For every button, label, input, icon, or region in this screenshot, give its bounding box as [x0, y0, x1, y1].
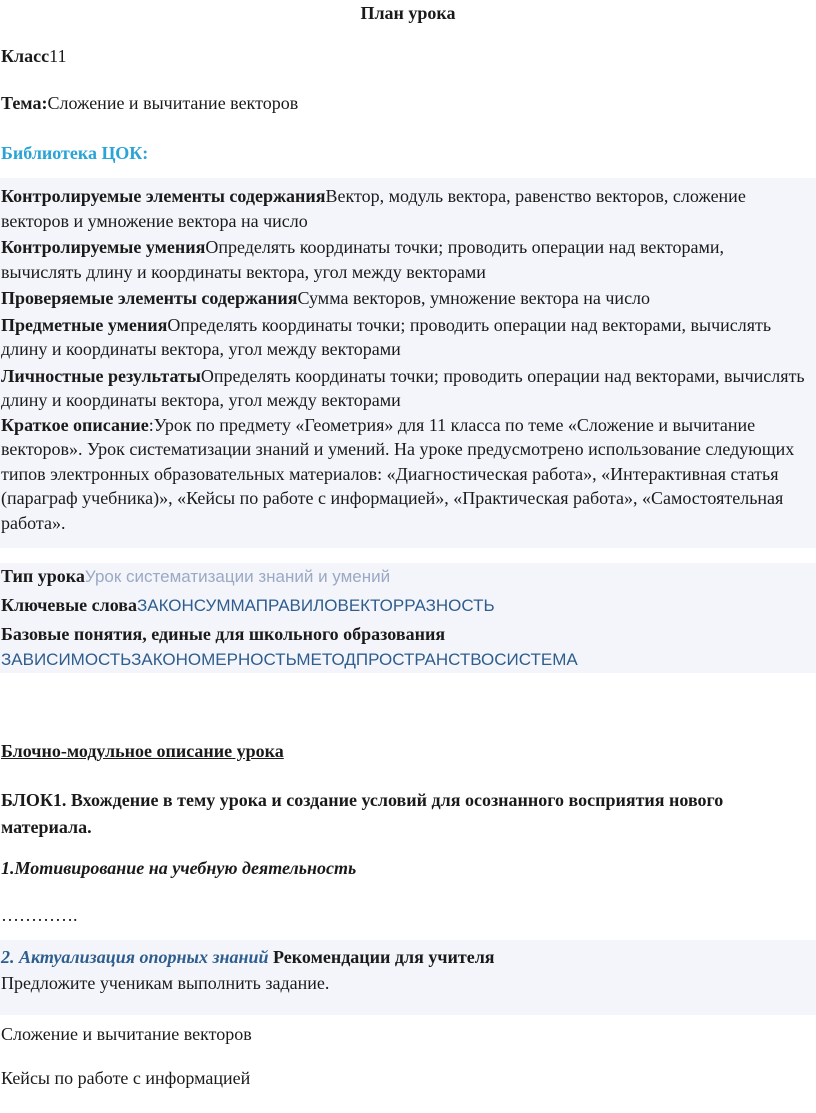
library-heading: Библиотека ЦОК: [1, 143, 149, 163]
item-short-description [1, 413, 807, 536]
resource-link-vectors[interactable]: Сложение и вычитание векторов [1, 1024, 252, 1044]
step1-heading: 1.Мотивирование на учебную деятельность [1, 858, 357, 878]
item-value: Определять координаты точки; проводить операции над векторами, вычислять длину и координаты вектора, угол между векторами [1, 365, 805, 410]
keywords-line [1, 595, 495, 616]
class-label: Класс [1, 46, 50, 66]
keywords-label: Ключевые слова [1, 595, 137, 615]
item-label: Предметные умения [1, 314, 168, 335]
class-line [1, 46, 66, 67]
topic-value: Сложение и вычитание векторов [47, 93, 299, 113]
item-controlled-skills [1, 235, 807, 284]
class-value: 11 [49, 46, 67, 66]
lesson-type-label: Тип урока [1, 566, 85, 586]
item-value: Вектор, модуль вектора, равенство векторов, сложение векторов и умножение вектора на число [1, 186, 746, 231]
item-label: Личностные результаты [1, 365, 201, 386]
step2-label: 2. Актуализация опорных знаний [1, 947, 269, 967]
step2-line [1, 947, 495, 968]
item-label: Контролируемые умения [1, 237, 206, 257]
basic-concepts-label: Базовые понятия, единые для школьного образования [1, 624, 446, 644]
block1-heading: БЛОК1. Вхождение в тему урока и создание условий для осознанного восприятия нового материала. [1, 790, 724, 837]
item-personal-results [1, 364, 807, 413]
dots: …………. [1, 905, 78, 925]
item-checked-content [1, 286, 807, 311]
item-label: Проверяемые элементы содержания [1, 288, 298, 308]
item-label: Краткое описание [1, 414, 149, 435]
block-description-heading: Блочно-модульное описание урока [1, 741, 284, 761]
item-label: Контролируемые элементы содержания [1, 186, 326, 206]
lesson-type-value: Урок систематизации знаний и умений [84, 567, 391, 586]
item-value: :Урок по предмету «Геометрия» для 11 класса по теме «Сложение и вычитание векторов». Урок систематизации знаний и умений. На уроке предусмотрено использование следующих типов электронных образовательных материалов: «Диагностическая работа», «Интерактивная статья (параграф учебника)», «Кейсы по работе с информацией», «Практическая работа», «Самостоятельная работа». [1, 414, 795, 533]
item-value: Определять координаты точки; проводить операции над векторами, вычислять длину и координаты вектора, угол между векторами [1, 237, 724, 282]
item-value: Определять координаты точки; проводить операции над векторами, вычислять длину и координаты вектора, угол между векторами [1, 314, 772, 359]
item-controlled-content [1, 184, 807, 233]
resource-link-cases[interactable]: Кейсы по работе с информацией [1, 1068, 251, 1088]
basic-concepts-value: ЗАВИСИМОСТЬЗАКОНОМЕРНОСТЬМЕТОДПРОСТРАНСТВОСИСТЕМА [1, 650, 578, 669]
metadata-items [1, 184, 807, 535]
page-title: План урока [360, 3, 456, 23]
task-text: Предложите ученикам выполнить задание. [1, 973, 330, 993]
keywords-value: ЗАКОНСУММАПРАВИЛОВЕКТОРРАЗНОСТЬ [136, 596, 495, 615]
topic-label: Тема: [1, 93, 48, 113]
item-subject-skills [1, 313, 807, 362]
lesson-type-line [1, 566, 390, 587]
teacher-recommendations: Рекомендации для учителя [273, 947, 495, 967]
item-value: Сумма векторов, умножение вектора на число [297, 288, 651, 308]
topic-line [1, 93, 298, 114]
